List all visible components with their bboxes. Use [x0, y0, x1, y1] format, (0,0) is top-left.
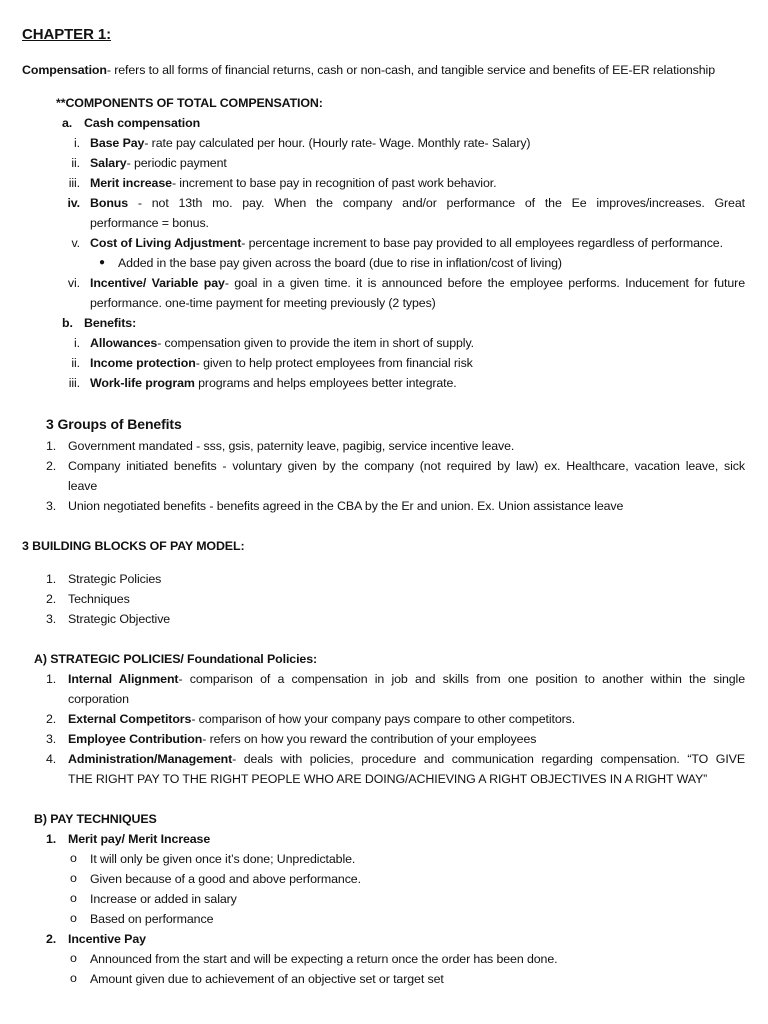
bullet-item: Given because of a good and above performance.	[90, 872, 361, 886]
compensation-def: - refers to all forms of financial returns, cash or non-cash, and tangible service and benefits of EE-ER relationship	[106, 63, 716, 77]
item-term: Allowances	[90, 336, 158, 350]
item-term: Cost of Living Adjustment	[90, 236, 242, 250]
strategic-policies-heading: A) STRATEGIC POLICIES/ Foundational Policies:	[34, 652, 318, 666]
list-marker: vi.	[67, 276, 80, 290]
list-item	[90, 234, 723, 252]
item-def-continued: performance = bonus.	[90, 216, 209, 230]
list-item	[68, 670, 745, 688]
hollow-bullet-icon: o	[70, 871, 77, 885]
item-term: Internal Alignment	[68, 672, 179, 686]
list-marker: b.	[62, 316, 73, 330]
list-item	[90, 154, 227, 172]
list-marker: iii.	[68, 376, 80, 390]
list-item	[68, 730, 536, 748]
bullet-item: It will only be given once it’s done; Unpredictable.	[90, 852, 356, 866]
list-marker: ii.	[71, 156, 80, 170]
item-term: Incentive/ Variable pay	[90, 276, 225, 290]
list-item	[90, 354, 473, 372]
list-marker: 2.	[46, 932, 57, 946]
list-marker: 3.	[46, 499, 57, 513]
list-marker: 1.	[46, 672, 57, 686]
item-def: - percentage increment to base pay provided to all employees regardless of performance.	[241, 236, 723, 250]
list-marker: ii.	[71, 356, 80, 370]
item-def: - increment to base pay in recognition of past work behavior.	[171, 176, 497, 190]
item-term: Base Pay	[90, 136, 145, 150]
list-marker: iv.	[67, 196, 80, 210]
item-def-continued: corporation	[68, 692, 129, 706]
list-item-continued: leave	[68, 479, 98, 493]
item-def: - goal in a given time. it is announced before the employee performs. Inducement for future	[224, 276, 746, 290]
list-marker: 2.	[46, 459, 57, 473]
list-marker: i.	[74, 136, 80, 150]
item-term: Income protection	[90, 356, 196, 370]
compensation-term: Compensation	[22, 63, 107, 77]
item-def: - given to help protect employees from financial risk	[195, 356, 473, 370]
list-item	[90, 274, 745, 292]
compensation-definition	[22, 61, 715, 79]
item-def-continued: performance. one-time payment for meeting previously (2 types)	[90, 296, 436, 310]
list-item	[90, 134, 530, 152]
item-term: Salary	[90, 156, 127, 170]
bullet-item: Announced from the start and will be expecting a return once the order has been done.	[90, 952, 558, 966]
hollow-bullet-icon: o	[70, 971, 77, 985]
list-marker: v.	[71, 236, 80, 250]
item-def: - comparison of a compensation in job and skills from one position to another within the single	[178, 672, 745, 686]
bullet-item: Based on performance	[90, 912, 214, 926]
list-item: Strategic Objective	[68, 612, 171, 626]
list-item	[90, 174, 496, 192]
building-blocks-heading: 3 BUILDING BLOCKS OF PAY MODEL:	[22, 539, 245, 553]
item-def: - not 13th mo. pay. When the company and/or performance of the Ee improves/increases. Great	[128, 196, 745, 210]
list-marker: 1.	[46, 572, 57, 586]
chapter-title: CHAPTER 1:	[22, 26, 112, 43]
list-marker: i.	[74, 336, 80, 350]
item-term: Administration/Management	[68, 752, 233, 766]
hollow-bullet-icon: o	[70, 911, 77, 925]
bullet-item: Increase or added in salary	[90, 892, 237, 906]
list-marker: 1.	[46, 832, 57, 846]
item-term: Employee Contribution	[68, 732, 203, 746]
item-def: - refers on how you reward the contribution of your employees	[202, 732, 537, 746]
list-marker: 3.	[46, 732, 57, 746]
item-term: External Competitors	[68, 712, 192, 726]
item-def: - rate pay calculated per hour. (Hourly rate- Wage. Monthly rate- Salary)	[144, 136, 531, 150]
item-term: Work-life program	[90, 376, 195, 390]
bullet-item: Amount given due to achievement of an objective set or target set	[90, 972, 444, 986]
list-item: Union negotiated benefits - benefits agreed in the CBA by the Er and union. Ex. Union assistance leave	[68, 499, 624, 513]
list-item	[68, 750, 745, 768]
benefits-label: Benefits:	[84, 316, 137, 330]
list-item	[90, 374, 457, 392]
list-item	[90, 334, 474, 352]
cash-compensation-label: Cash compensation	[84, 116, 201, 130]
hollow-bullet-icon: o	[70, 951, 77, 965]
list-marker: iii.	[68, 176, 80, 190]
list-item	[90, 194, 745, 212]
item-term: Merit increase	[90, 176, 172, 190]
list-marker: 3.	[46, 612, 57, 626]
components-heading: **COMPONENTS OF TOTAL COMPENSATION:	[56, 96, 323, 110]
list-marker: 2.	[46, 712, 57, 726]
item-def-continued: THE RIGHT PAY TO THE RIGHT PEOPLE WHO ARE DOING/ACHIEVING A RIGHT OBJECTIVES IN A RIGHT WAY”	[68, 772, 708, 786]
list-marker: 1.	[46, 439, 57, 453]
hollow-bullet-icon: o	[70, 851, 77, 865]
list-marker: a.	[62, 116, 73, 130]
item-def: - compensation given to provide the item in short of supply.	[157, 336, 474, 350]
hollow-bullet-icon: o	[70, 891, 77, 905]
item-def: programs and helps employees better integrate.	[194, 376, 457, 390]
incentive-pay-label: Incentive Pay	[68, 932, 146, 946]
merit-pay-label: Merit pay/ Merit Increase	[68, 832, 211, 846]
list-item: Techniques	[68, 592, 130, 606]
list-item: Government mandated - sss, gsis, paternity leave, pagibig, service incentive leave.	[68, 439, 515, 453]
sub-item: Added in the base pay given across the board (due to rise in inflation/cost of living)	[118, 256, 562, 270]
item-def: - periodic payment	[126, 156, 227, 170]
list-item: Strategic Policies	[68, 572, 162, 586]
list-marker: 4.	[46, 752, 57, 766]
groups-heading: 3 Groups of Benefits	[46, 416, 182, 432]
list-item: Company initiated benefits - voluntary given by the company (not required by law) ex. Healthcare, vacation leave, sick	[68, 459, 745, 473]
item-def: - deals with policies, procedure and communication regarding compensation. “TO GIVE	[232, 752, 745, 766]
item-def: - comparison of how your company pays compare to other competitors.	[191, 712, 576, 726]
list-item	[68, 710, 575, 728]
item-term: Bonus	[90, 196, 129, 210]
list-marker: 2.	[46, 592, 57, 606]
bullet-dot-icon: ●	[99, 257, 105, 268]
pay-techniques-heading: B) PAY TECHNIQUES	[34, 812, 157, 826]
